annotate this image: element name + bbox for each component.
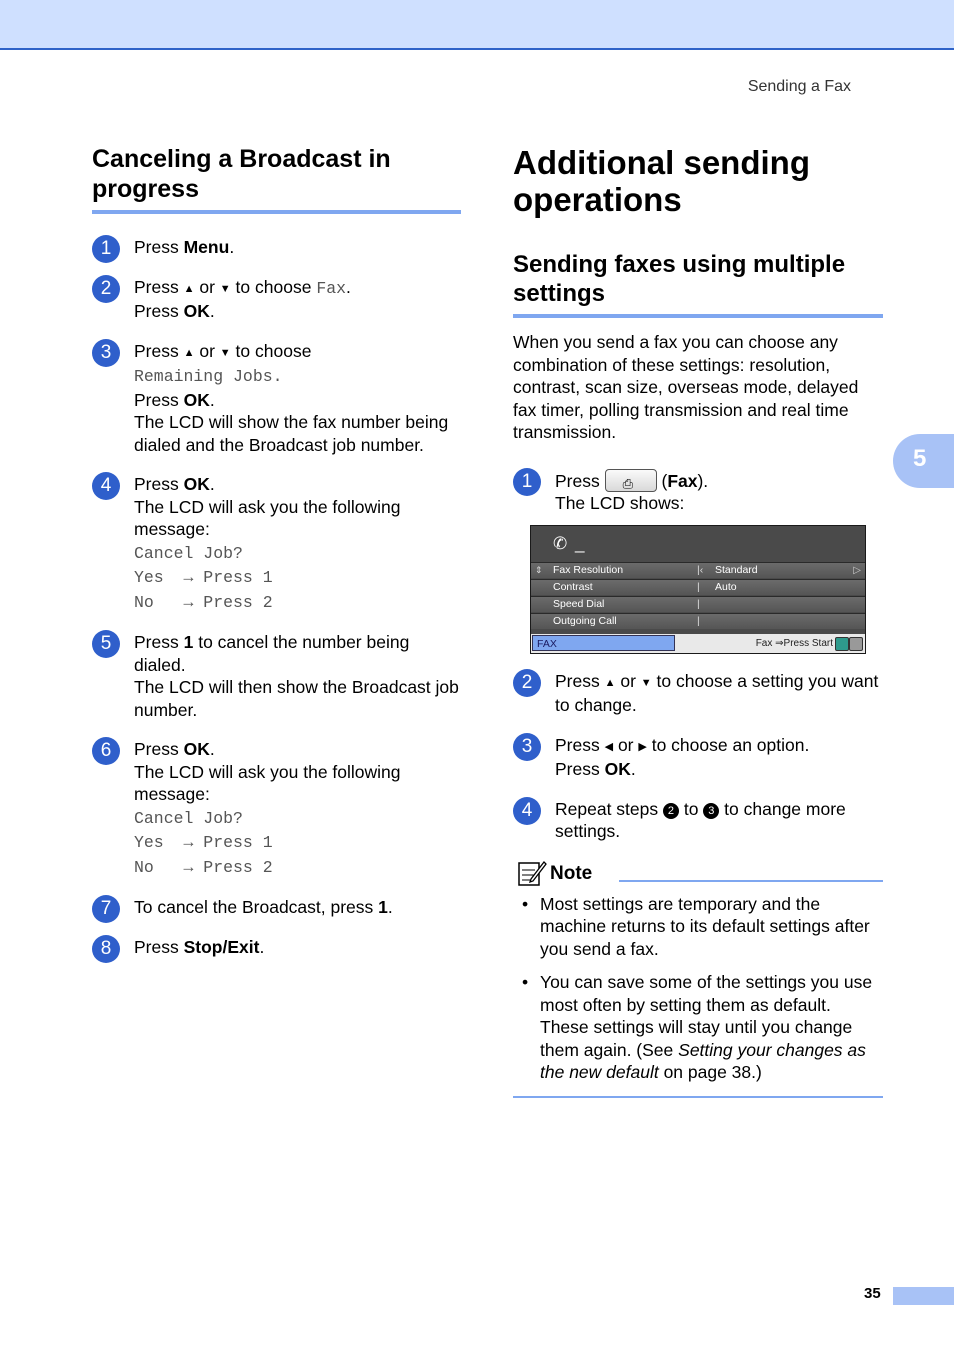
- cross-reference[interactable]: Setting your changes as the new default: [540, 1039, 866, 1082]
- lcd-row-outgoing-call[interactable]: Outgoing Call |: [531, 613, 865, 629]
- step-number: 7: [92, 895, 120, 923]
- step-number: 2: [513, 669, 541, 697]
- section-title-cancel-broadcast: Canceling a Broadcast in progress: [92, 144, 461, 214]
- left-column: [92, 144, 461, 958]
- page-number-bar: [893, 1287, 954, 1305]
- lcd-row-speed-dial[interactable]: Speed Dial |: [531, 596, 865, 612]
- up-arrow-icon: ▲: [183, 346, 195, 359]
- phone-icon: ✆: [553, 533, 568, 553]
- left-step-5: 5 Press 1 to cancel the number being dialed. The LCD will then show the Broadcast job number.: [92, 631, 461, 721]
- note-label: Note: [550, 862, 593, 884]
- lcd-screen: [530, 525, 866, 654]
- step-number: 5: [92, 630, 120, 658]
- left-step-1: 1 Press Menu.: [92, 236, 461, 259]
- page-number: 35: [864, 1285, 881, 1302]
- note-pad-icon: [517, 859, 547, 887]
- lcd-top-bar: [531, 526, 865, 560]
- right-arrow-icon: ▶: [638, 740, 647, 753]
- status-square-icon: [849, 637, 863, 651]
- left-arrow-icon: ◀: [604, 740, 614, 753]
- chapter-section-title: Additional sending operations: [513, 144, 810, 218]
- status-square-icon: [835, 637, 849, 651]
- left-step-4: 4 Press OK. The LCD will ask you the following message: Cancel Job? Yes → Press 1 No → Press 2: [92, 473, 461, 614]
- right-column: [513, 144, 883, 1098]
- step-number: 8: [92, 935, 120, 963]
- lcd-row-contrast[interactable]: Contrast | Auto: [531, 579, 865, 595]
- top-band: [0, 0, 954, 50]
- lcd-cursor: _: [575, 533, 585, 553]
- left-step-3: 3 Press ▲ or ▼ to choose Remaining Jobs. Press OK. The LCD will show the fax number being dialed and the Broadcast job number.: [92, 340, 461, 457]
- down-arrow-icon: ▼: [219, 282, 231, 295]
- down-arrow-icon: ▼: [640, 676, 652, 689]
- lcd-row-fax-resolution[interactable]: ⇕ Fax Resolution |‹ Standard ▷: [531, 562, 865, 578]
- left-step-7: 7 To cancel the Broadcast, press 1.: [92, 896, 461, 919]
- right-triangle-icon: ▷: [853, 564, 861, 576]
- note-bullet-2: • You can save some of the settings you use most often by setting them as default. These settings will stay until you change them again. (See Setting your changes as the new default on page 38.): [513, 971, 883, 1084]
- step-number: 6: [92, 737, 120, 765]
- step-ref-3: 3: [703, 803, 719, 819]
- note-bullet-1: • Most settings are temporary and the machine returns to its default settings after you send a fax.: [513, 893, 883, 961]
- running-header: Sending a Fax: [747, 78, 851, 95]
- left-step-6: 6 Press OK. The LCD will ask you the following message: Cancel Job? Yes → Press 1 No → Press 2: [92, 738, 461, 879]
- right-step-3: 3 Press ◀ or ▶ to choose an option. Press OK.: [513, 734, 883, 781]
- step-ref-2: 2: [663, 803, 679, 819]
- down-arrow-icon: ▼: [219, 346, 231, 359]
- fax-button[interactable]: [605, 469, 657, 492]
- lcd-status-bar: [531, 634, 865, 653]
- stop-exit-key: Stop/Exit: [183, 936, 260, 957]
- right-step-4: 4 Repeat steps 2 to 3 to change more settings.: [513, 798, 883, 843]
- intro-paragraph: When you send a fax you can choose any combination of these settings: resolution, contrast, scan size, overseas mode, delayed fax timer, polling transmission and real time transmission.: [513, 332, 859, 442]
- step-number: 3: [513, 733, 541, 761]
- menu-key: Menu: [183, 237, 230, 257]
- note-rule: [619, 880, 883, 882]
- lcd-hint: Fax ⇒Press Start: [755, 637, 833, 649]
- lcd-mode-fax: FAX: [532, 635, 675, 651]
- step-number: 3: [92, 339, 120, 367]
- step-number: 1: [92, 235, 120, 263]
- chapter-number: 5: [913, 445, 927, 472]
- note-bottom-rule: [513, 1096, 883, 1098]
- chapter-tab: [893, 434, 954, 488]
- step-number: 4: [513, 797, 541, 825]
- note-header: [513, 859, 883, 889]
- left-step-2: 2 Press ▲ or ▼ to choose Fax. Press OK.: [92, 276, 461, 323]
- up-arrow-icon: ▲: [183, 282, 195, 295]
- fax-icon: ⎙: [622, 475, 634, 491]
- right-step-2: 2 Press ▲ or ▼ to choose a setting you want to change.: [513, 670, 883, 717]
- step-number: 4: [92, 472, 120, 500]
- up-arrow-icon: ▲: [604, 676, 616, 689]
- note-box: [513, 859, 883, 1098]
- scroll-updown-icon: ⇕: [535, 564, 543, 575]
- step-number: 2: [92, 275, 120, 303]
- left-step-8: 8 Press Stop/Exit.: [92, 936, 461, 959]
- section-title-multiple-settings: Sending faxes using multiple settings: [513, 250, 883, 318]
- right-step-1: 1 Press ⎙ (Fax). The LCD shows:: [513, 469, 883, 515]
- step-number: 1: [513, 468, 541, 496]
